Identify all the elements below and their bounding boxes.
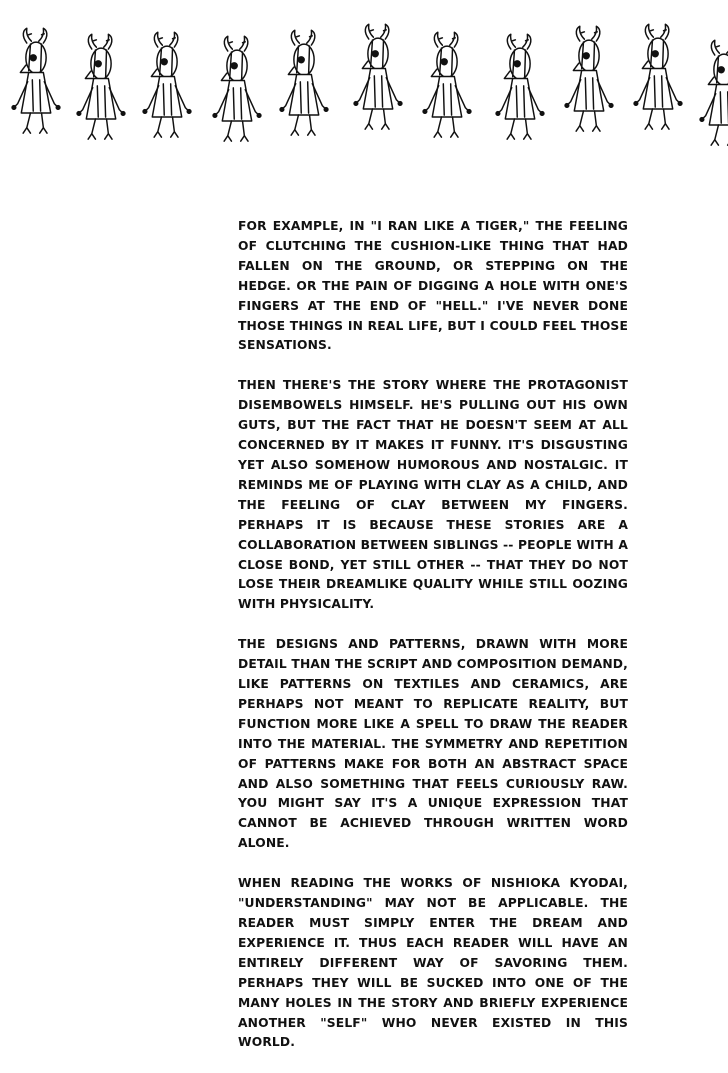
figure-icon — [280, 30, 328, 135]
paragraph: WHEN READING THE WORKS OF NISHIOKA KYODAI, "UNDERSTANDING" MAY NOT BE APPLICABLE. THE READER MUST SIMPLY ENTER THE DREAM AND EXPERIENCE IT. THUS EACH READER WILL HAVE AN ENTIRELY DIFFERENT WAY OF SAVORING THEM. PERHAPS THEY WILL BE SUCKED INTO ONE OF THE MANY HOLES IN THE STORY AND BRIEFLY EXPERIENCE ANOTHER "SELF" WHO NEVER EXISTED IN THIS WORLD. — [238, 876, 628, 1050]
figure-icon — [496, 34, 544, 139]
figure-icon — [423, 32, 471, 137]
essay-text — [238, 217, 628, 1073]
paragraph: THE DESIGNS AND PATTERNS, DRAWN WITH MORE DETAIL THAN THE SCRIPT AND COMPOSITION DEMAND, LIKE PATTERNS ON TEXTILES AND CERAMICS, ARE PERHAPS NOT MEANT TO REPLICATE REALITY, BUT FUNCTION MORE LIKE A SPELL TO DRAW THE READER INTO THE MATERIAL. THE SYMMETRY AND REPETITION OF PATTERNS MAKE FOR BOTH AN ABSTRACT SPACE AND ALSO SOMETHING THAT FEELS CURIOUSLY RAW. YOU MIGHT SAY IT'S A UNIQUE EXPRESSION THAT CANNOT BE ACHIEVED THROUGH WRITTEN WORD ALONE. — [238, 637, 628, 851]
figure-icon — [213, 36, 261, 141]
figure-icon — [143, 32, 191, 137]
paragraph: FOR EXAMPLE, IN "I RAN LIKE A TIGER," THE FEELING OF CLUTCHING THE CUSHION-LIKE THING THAT HAD FALLEN ON THE GROUND, OR STEPPING ON THE HEDGE. OR THE PAIN OF DIGGING A HOLE WITH ONE'S FINGERS AT THE END OF "HELL." I'VE NEVER DONE THOSE THINGS IN REAL LIFE, BUT I COULD FEEL THOSE SENSATIONS. — [238, 219, 628, 353]
figure-icon — [700, 40, 728, 145]
figure-border-strip — [0, 18, 728, 168]
figure-icon — [634, 24, 682, 129]
figure-icon — [12, 28, 60, 133]
figure-icon — [565, 26, 613, 131]
figure-icon — [77, 34, 125, 139]
paragraph: THEN THERE'S THE STORY WHERE THE PROTAGONIST DISEMBOWELS HIMSELF. HE'S PULLING OUT HIS OWN GUTS, BUT THE FACT THAT HE DOESN'T SEEM AT ALL CONCERNED BY IT MAKES IT FUNNY. IT'S DISGUSTING YET ALSO SOMEHOW HUMOROUS AND NOSTALGIC. IT REMINDS ME OF PLAYING WITH CLAY AS A CHILD, AND THE FEELING OF CLAY BETWEEN MY FINGERS. PERHAPS IT IS BECAUSE THESE STORIES ARE A COLLABORATION BETWEEN SIBLINGS -- PEOPLE WITH A CLOSE BOND, YET STILL OTHER -- THAT THEY DO NOT LOSE THEIR DREAMLIKE QUALITY WHILE STILL OOZING WITH PHYSICALITY. — [238, 378, 628, 612]
figure-icon — [354, 24, 402, 129]
